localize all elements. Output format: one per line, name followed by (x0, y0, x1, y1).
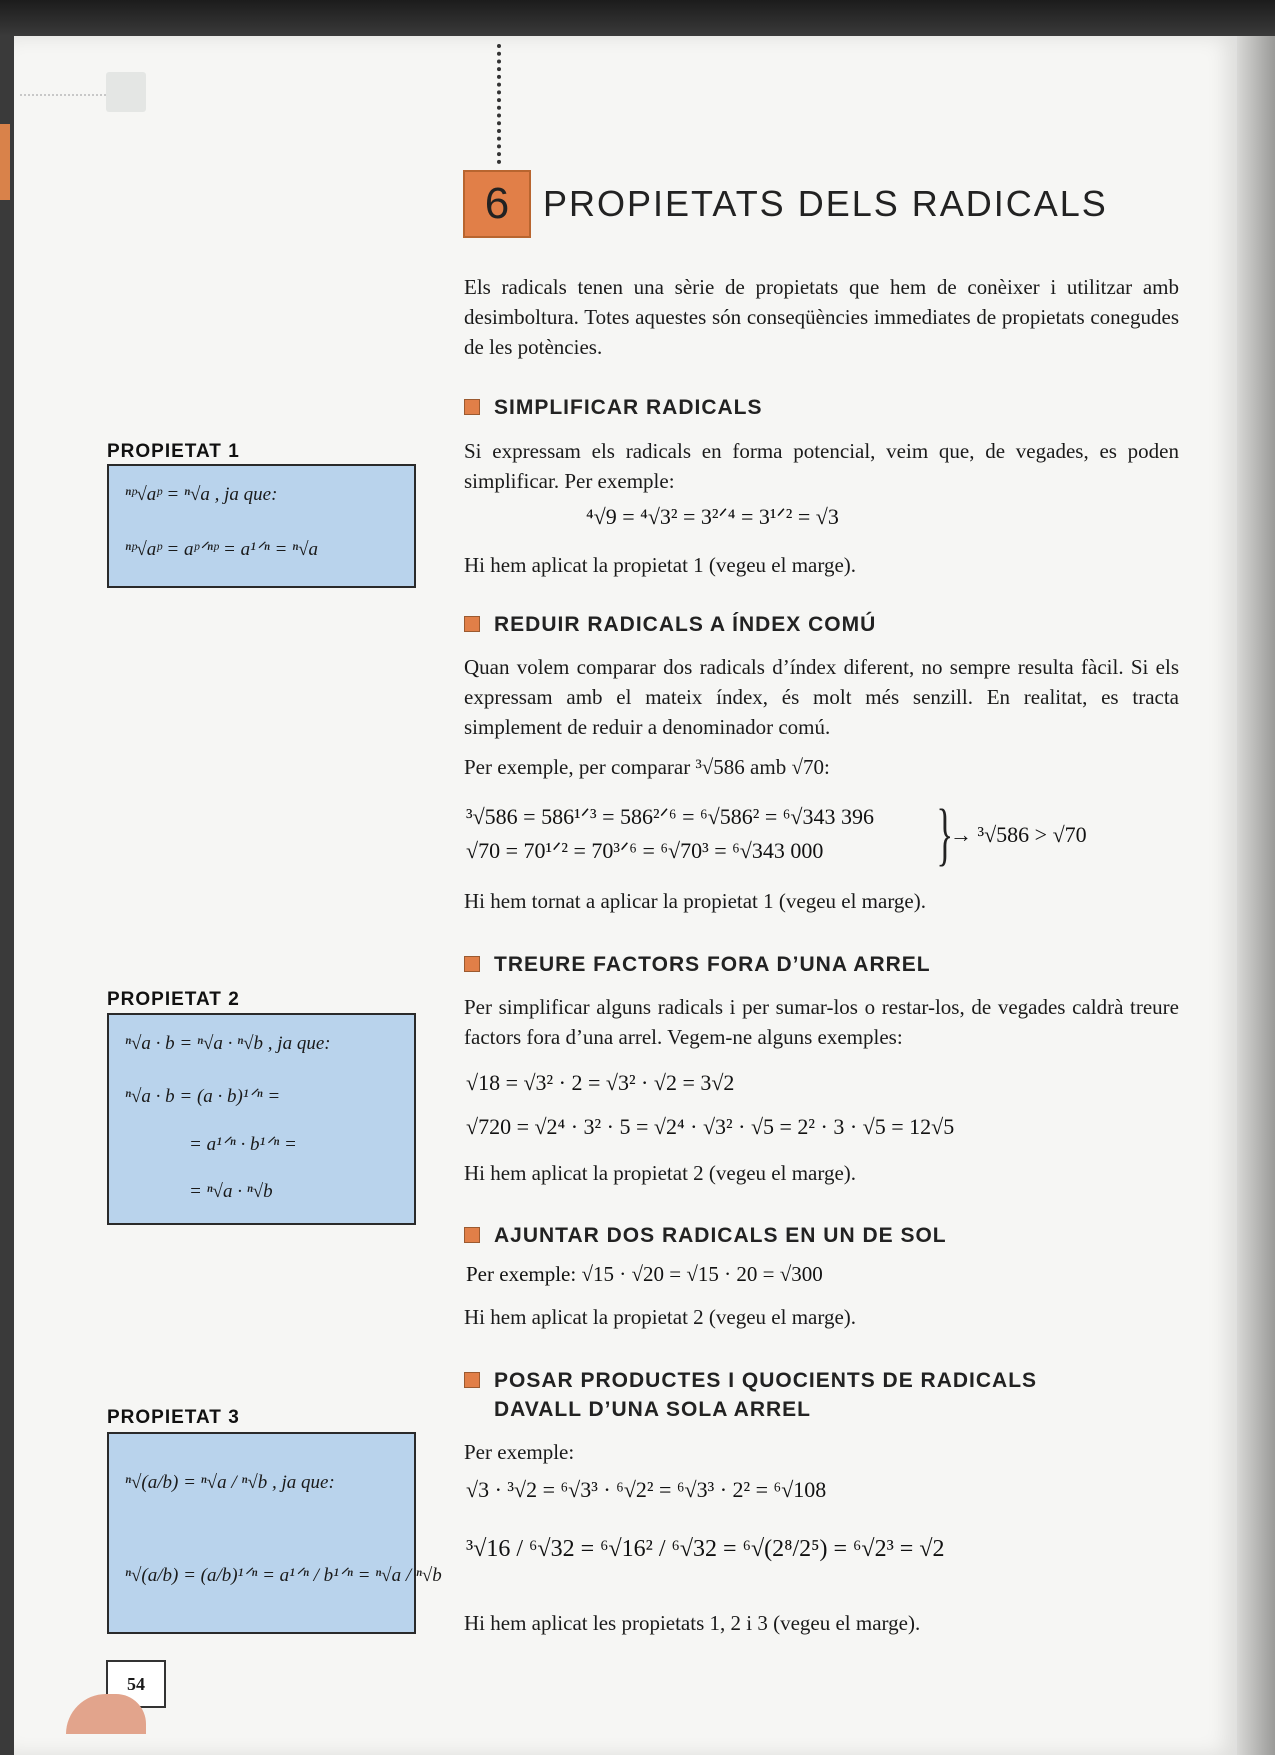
section-heading-reduir: REDUIR RADICALS A ÍNDEX COMÚ (464, 610, 876, 639)
property-box (107, 1432, 442, 1634)
property-formula: ⁿ√(a/b) = ⁿ√a / ⁿ√b , ja que: (125, 1472, 335, 1493)
property-formula: = ⁿ√a · ⁿ√b (189, 1181, 273, 1202)
decorative-dotted-line (497, 44, 501, 164)
formula-line: ³√16 / ⁶√32 = ⁶√16² / ⁶√32 = ⁶√(2⁸/2⁵) = ⁶√2³ = √2 (466, 1536, 945, 1562)
property-formula: ⁿᵖ√aᵖ = ⁿ√a , ja que: (125, 484, 278, 505)
property-label: PROPIETAT 2 (107, 989, 240, 1010)
section-example: Per exemple, per comparar ³√586 amb √70: (464, 755, 830, 779)
formula-line: ³√586 = 586¹ᐟ³ = 586²ᐟ⁶ = ⁶√586² = ⁶√343 396 (466, 804, 874, 829)
section-heading-treure: TREURE FACTORS FORA D’UNA ARREL (464, 950, 931, 979)
property-label: PROPIETAT 3 (107, 1407, 240, 1428)
orange-square-bullet-icon (464, 1227, 480, 1243)
page-number: 54 (106, 1660, 166, 1708)
orange-square-bullet-icon (464, 956, 480, 972)
section-note: Hi hem aplicat la propietat 2 (vegeu el marge). (464, 1305, 857, 1329)
section-note: Hi hem tornat a aplicar la propietat 1 (vegeu el marge). (464, 889, 926, 913)
property-formula: ⁿ√a · b = ⁿ√a · ⁿ√b , ja que: (125, 1033, 331, 1054)
property-formula: ⁿ√a · b = (a · b)¹ᐟⁿ = (125, 1086, 281, 1107)
faded-section-icon (106, 72, 146, 112)
section-note: Hi hem aplicat les propietats 1, 2 i 3 (vegeu el marge). (464, 1611, 921, 1635)
section-text: Quan volem comparar dos radicals d’índex diferent, no sempre resulta fàcil. Si els expressam amb el mateix índex, és molt més senzill. En realitat, es tracta simplement de reduir a denominador comú. (464, 655, 1179, 739)
section-heading-ajuntar: AJUNTAR DOS RADICALS EN UN DE SOL (464, 1221, 947, 1250)
formula-line: √70 = 70¹ᐟ² = 70³ᐟ⁶ = ⁶√70³ = ⁶√343 000 (466, 838, 824, 863)
page-gutter-shadow (1237, 36, 1275, 1755)
property-box (107, 1013, 416, 1225)
section-text: Per simplificar alguns radicals i per sumar-los o restar-los, de vegades caldrà treure factors fora d’una arrel. Vegem-ne alguns exemples: (464, 995, 1179, 1049)
formula-line: Per exemple: √15 · √20 = √15 · 20 = √300 (466, 1262, 823, 1286)
property-formula: ⁿ√(a/b) = (a/b)¹ᐟⁿ = a¹ᐟⁿ / b¹ᐟⁿ = ⁿ√a / ⁿ√b (125, 1565, 442, 1586)
section-heading-posar: POSAR PRODUCTES I QUOCIENTS DE RADICALS DAVALL D’UNA SOLA ARREL (464, 1366, 1037, 1424)
chapter-side-tab (0, 124, 10, 200)
orange-square-bullet-icon (464, 1372, 480, 1388)
section-text: Per exemple: (464, 1440, 575, 1464)
formula-line: ⁴√9 = ⁴√3² = 3²ᐟ⁴ = 3¹ᐟ² = √3 (586, 504, 839, 529)
chapter-header (463, 170, 1108, 238)
right-brace: } (936, 796, 954, 873)
section-text: Si expressam els radicals en forma potencial, veim que, de vegades, es poden simplificar. Per exemple: (464, 439, 1179, 493)
section-note: Hi hem aplicat la propietat 2 (vegeu el marge). (464, 1161, 857, 1185)
chapter-title: PROPIETATS DELS RADICALS (543, 183, 1108, 224)
property-label: PROPIETAT 1 (107, 441, 240, 462)
orange-square-bullet-icon (464, 399, 480, 415)
formula-line: √18 = √3² · 2 = √3² · √2 = 3√2 (466, 1070, 735, 1095)
section-heading-simplificar: SIMPLIFICAR RADICALS (464, 393, 763, 422)
scan-top-edge (0, 0, 1275, 36)
property-box (107, 464, 416, 588)
orange-square-bullet-icon (464, 616, 480, 632)
chapter-number: 6 (463, 170, 531, 238)
property-formula: = a¹ᐟⁿ · b¹ᐟⁿ = (189, 1134, 297, 1155)
property-formula: ⁿᵖ√aᵖ = aᵖᐟⁿᵖ = a¹ᐟⁿ = ⁿ√a (125, 539, 319, 560)
formula-conclusion: → ³√586 > √70 (950, 822, 1087, 847)
formula-line: √720 = √2⁴ · 3² · 5 = √2⁴ · √3² · √5 = 2² · 3 · √5 = 12√5 (466, 1114, 955, 1139)
section-note: Hi hem aplicat la propietat 1 (vegeu el marge). (464, 553, 857, 577)
decorative-dotted-rule (20, 94, 106, 96)
formula-line: √3 · ³√2 = ⁶√3³ · ⁶√2² = ⁶√3³ · 2² = ⁶√108 (466, 1477, 827, 1502)
intro-paragraph: Els radicals tenen una sèrie de propietats que hem de conèixer i utilitzar amb desimboltura. Totes aquestes són conseqüències immediates de propietats conegudes de les potències. (464, 275, 1179, 359)
